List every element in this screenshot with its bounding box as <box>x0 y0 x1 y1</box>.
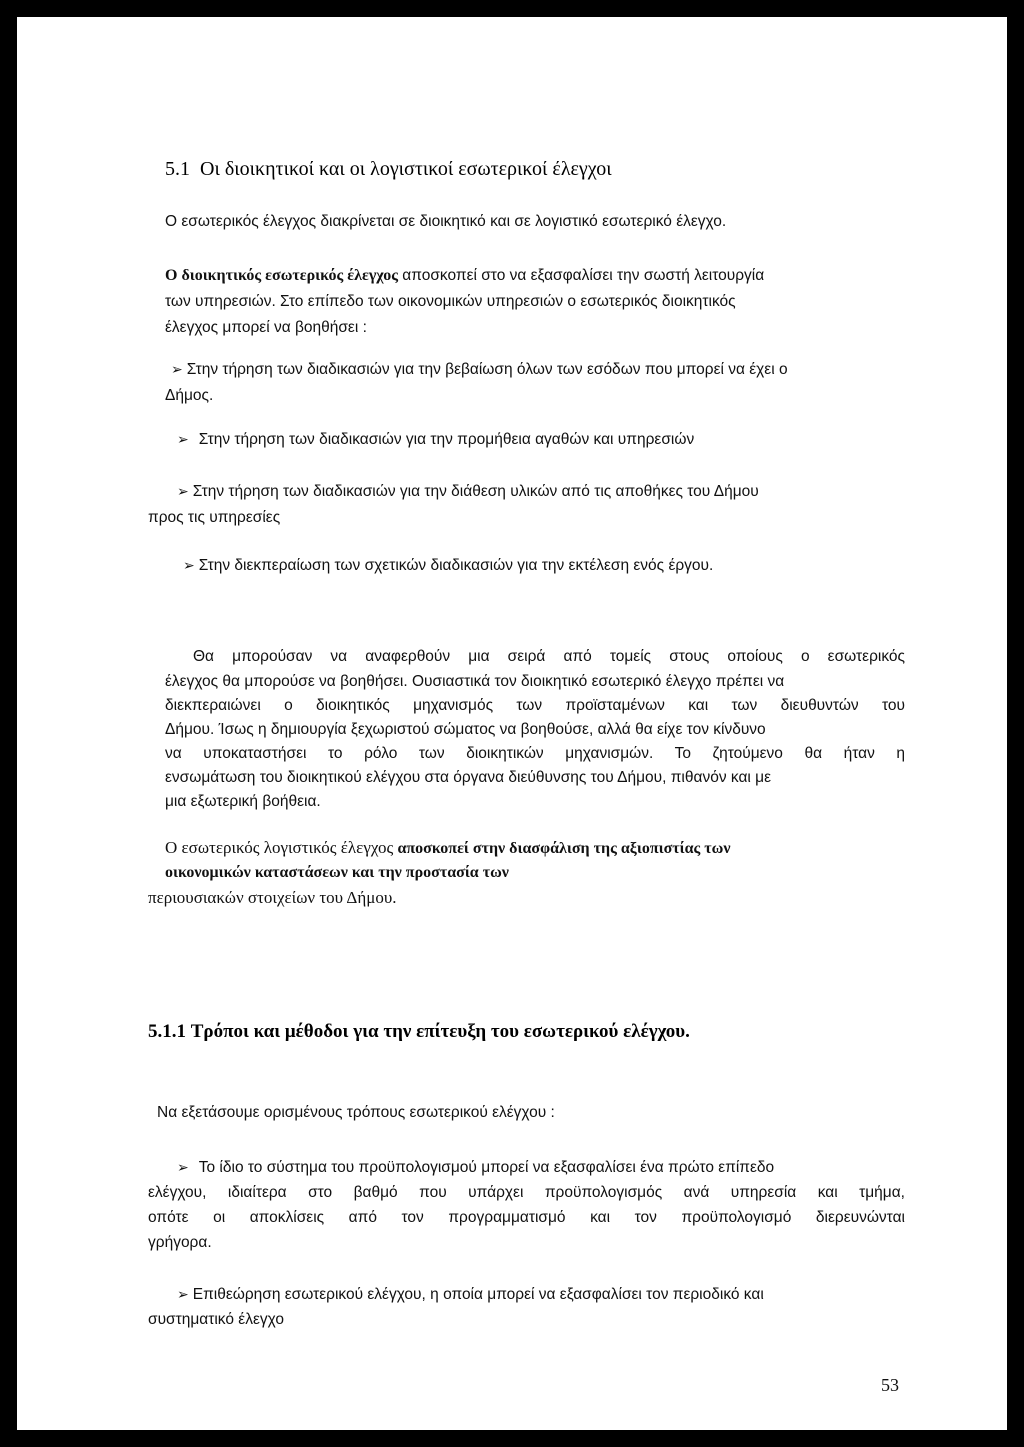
admin-para-bold-lead: Ο διοικητικός εσωτερικός έλεγχος <box>165 267 398 284</box>
subsection-title: Τρόποι και μέθοδοι για την επίτευξη του εσωτερικού ελέγχου. <box>190 1021 690 1042</box>
accounting-para-line-1 <box>165 835 731 862</box>
sectors-para-line-1: Θα μπορούσαν να αναφερθούν μια σειρά από τομείς στους οποίους ο εσωτερικός <box>193 648 905 665</box>
page-number: 53 <box>881 1375 899 1395</box>
method-bullet-1-line-4: γρήγορα. <box>148 1234 212 1251</box>
method-bullet-1-line-3: οπότε οι αποκλίσεις από τον προγραμματισμό και τον προϋπολογισμό διερευνώνται <box>148 1209 905 1226</box>
method-bullet-2-line-1: Επιθεώρηση εσωτερικού ελέγχου, η οποία μπορεί να εξασφαλίσει τον περιοδικό και <box>192 1286 764 1303</box>
arrow-bullet-icon: ➢ <box>177 1287 189 1303</box>
method-bullet-2 <box>177 1282 764 1308</box>
admin-bullet-1 <box>171 357 788 383</box>
admin-para-line-1 <box>165 263 764 289</box>
admin-bullet-3-line-2: προς τις υπηρεσίες <box>148 509 281 526</box>
subsection-number: 5.1.1 <box>148 1021 186 1042</box>
admin-bullet-2 <box>177 427 694 453</box>
admin-bullet-1-line-2: Δήμος. <box>165 387 214 404</box>
section-heading <box>165 155 612 183</box>
section-number: 5.1 <box>165 158 190 180</box>
accounting-para-lead: Ο εσωτερικός λογιστικός έλεγχος <box>165 838 398 857</box>
accounting-para-line-3: περιουσιακών στοιχείων του Δήμου. <box>148 888 397 907</box>
document-page <box>17 17 1007 1430</box>
arrow-bullet-icon: ➢ <box>177 1160 189 1176</box>
arrow-bullet-icon: ➢ <box>171 362 183 378</box>
sectors-para-line-2: έλεγχος θα μπορούσε να βοηθήσει. Ουσιαστικά τον διοικητικό εσωτερικό έλεγχο πρέπει να <box>165 673 785 690</box>
subsection-heading <box>148 1018 690 1046</box>
admin-para-line-3: έλεγχος μπορεί να βοηθήσει : <box>165 319 367 336</box>
methods-intro: Να εξετάσουμε ορισμένους τρόπους εσωτερικού ελέγχου : <box>157 1104 555 1121</box>
admin-bullet-4 <box>183 553 713 579</box>
arrow-bullet-icon: ➢ <box>183 558 195 574</box>
sectors-para-line-7: μια εξωτερική βοήθεια. <box>165 793 321 810</box>
arrow-bullet-icon: ➢ <box>177 484 189 500</box>
method-bullet-1-line-2: ελέγχου, ιδιαίτερα στο βαθμό που υπάρχει προϋπολογισμός ανά υπηρεσία και τμήμα, <box>148 1184 905 1201</box>
arrow-bullet-icon: ➢ <box>177 432 189 448</box>
admin-bullet-4-text: Στην διεκπεραίωση των σχετικών διαδικασιών για την εκτέλεση ενός έργου. <box>198 557 714 574</box>
accounting-para-bold-2: οικονομικών καταστάσεων και την προστασία των <box>165 864 509 881</box>
admin-para-line-2: των υπηρεσιών. Στο επίπεδο των οικονομικών υπηρεσιών ο εσωτερικός διοικητικός <box>165 293 736 310</box>
admin-bullet-2-text: Στην τήρηση των διαδικασιών για την προμήθεια αγαθών και υπηρεσιών <box>198 431 695 448</box>
intro-paragraph: Ο εσωτερικός έλεγχος διακρίνεται σε διοικητικό και σε λογιστικό εσωτερικό έλεγχο. <box>165 213 727 230</box>
admin-bullet-1-line-1: Στην τήρηση των διαδικασιών για την βεβαίωση όλων των εσόδων που μπορεί να έχει ο <box>186 361 788 378</box>
method-bullet-2-line-2: συστηματικό έλεγχο <box>148 1311 284 1328</box>
sectors-para-line-4: Δήμου. Ίσως η δημιουργία ξεχωριστού σώματος να βοηθούσε, αλλά θα είχε τον κίνδυνο <box>165 721 766 738</box>
accounting-para-bold-1: αποσκοπεί στην διασφάλιση της αξιοπιστίας των <box>397 840 731 857</box>
admin-para-line-1-rest: αποσκοπεί στο να εξασφαλίσει την σωστή λειτουργία <box>397 267 765 284</box>
admin-bullet-3-line-1: Στην τήρηση των διαδικασιών για την διάθεση υλικών από τις αποθήκες του Δήμου <box>192 483 759 500</box>
method-bullet-1 <box>177 1155 774 1181</box>
sectors-para-line-3: διεκπεραιώνει ο διοικητικός μηχανισμός των προϊσταμένων και των διευθυντών του <box>165 697 905 714</box>
sectors-para-line-5: να υποκαταστήσει το ρόλο των διοικητικών μηχανισμών. Το ζητούμενο θα ήταν η <box>165 745 905 762</box>
section-title: Οι διοικητικοί και οι λογιστικοί εσωτερικοί έλεγχοι <box>200 158 612 180</box>
method-bullet-1-line-1: Το ίδιο το σύστημα του προϋπολογισμού μπορεί να εξασφαλίσει ένα πρώτο επίπεδο <box>198 1159 775 1176</box>
admin-bullet-3 <box>177 479 759 505</box>
sectors-para-line-6: ενσωμάτωση του διοικητικού ελέγχου στα όργανα διεύθυνσης του Δήμου, πιθανόν και με <box>165 769 771 786</box>
